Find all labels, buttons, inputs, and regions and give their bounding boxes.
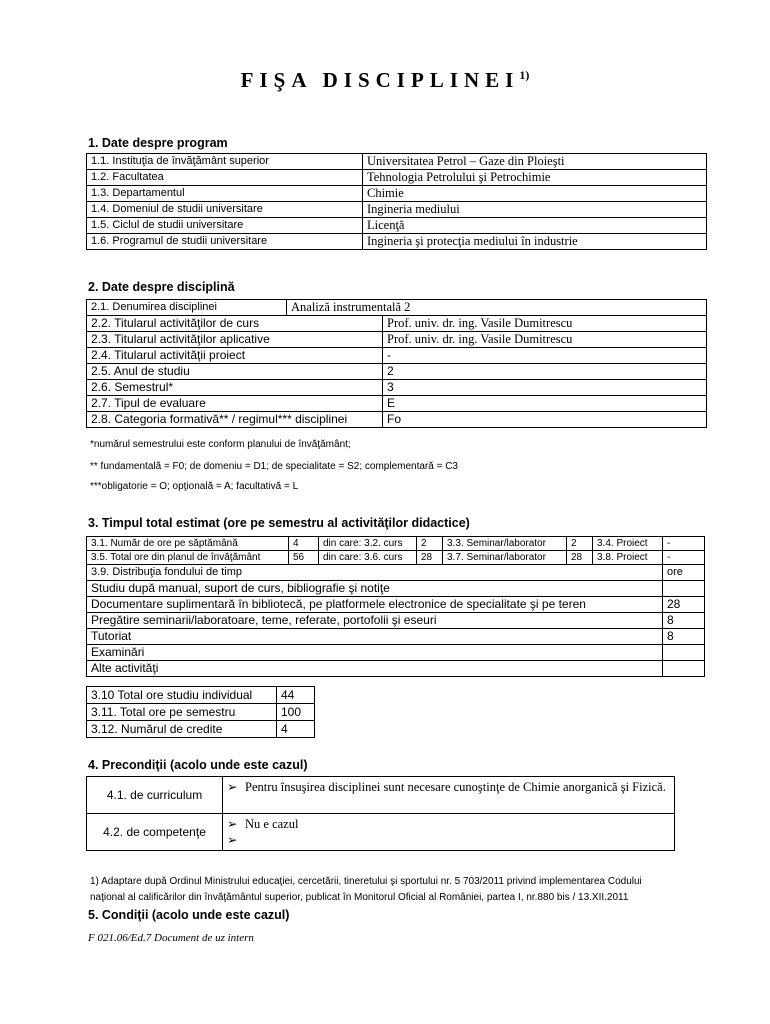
section-1-heading: 1. Date despre program [88,136,228,150]
note-regime: ***obligatorie = O; opţională = A; facultativă = L [90,481,299,492]
footnote-line: 1) Adaptare după Ordinul Ministrului educaţiei, cercetării, tineretului şi sportului nr. 5 703/2011 privind implementarea Codului [90,876,642,887]
footnote [90,874,642,906]
page-footer: F 021.06/Ed.7 Document de uz intern [88,932,254,944]
table-row: 2.2. Titularul activităţilor de curs Prof. univ. dr. ing. Vasile Dumitrescu [87,316,707,332]
section-3-heading: 3. Timpul total estimat (ore pe semestru al activităţilor didactice) [88,516,470,530]
arrow-bullet-icon: ➢ [227,817,238,831]
section-5-heading: 5. Condiţii (acolo unde este cazul) [88,908,290,922]
note-category: ** fundamentală = F0; de domeniu = D1; de specialitate = S2; complementară = C3 [90,461,458,472]
table-row: Alte activităţi [87,661,705,677]
totals-table [86,686,315,738]
table-row: 3.5. Total ore din planul de învăţământ 56 din care: 3.6. curs 28 3.7. Seminar/laborator 28 3.8. Proiect - [87,551,705,565]
table-row: 1.6. Programul de studii universitare Ingineria şi protecţia mediului în industrie [87,234,707,250]
arrow-bullet-icon: ➢ [227,833,238,847]
table-row: Studiu după manual, suport de curs, bibliografie şi notiţe [87,581,705,597]
table-row: Pregătire seminarii/laboratoare, teme, referate, portofolii şi eseuri 8 [87,613,705,629]
table-row: 3.9. Distribuţia fondului de timp ore [87,565,705,581]
table-row: 2.5. Anul de studiu 2 [87,364,707,380]
document-title [0,68,770,93]
table-row: 2.7. Tipul de evaluare E [87,396,707,412]
table-row: 1.4. Domeniul de studii universitare Ingineria mediului [87,202,707,218]
table-row: Documentare suplimentară în bibliotecă, pe platformele electronice de specialitate şi pe teren 28 [87,597,705,613]
footnote-line: naţional al calificărilor din învăţământul superior, publicat în Monitorul Oficial al României, partea I, nr.880 bis / 13.XII.2011 [90,892,629,903]
table-row: 2.6. Semestrul* 3 [87,380,707,396]
table-row: 1.5. Ciclul de studii universitare Licenţă [87,218,707,234]
title-text: FIŞA DISCIPLINEI [240,68,520,92]
title-footnote-mark: 1) [519,68,530,82]
table-row: 2.1. Denumirea disciplinei Analiză instrumentală 2 [87,300,707,316]
table-row: 3.1. Număr de ore pe săptămână 4 din care: 3.2. curs 2 3.3. Seminar/laborator 2 3.4. Proiect - [87,537,705,551]
table-row: 2.4. Titularul activităţii proiect - [87,348,707,364]
table-row: 1.1. Instituţia de învăţământ superior Universitatea Petrol – Gaze din Ploieşti [87,154,707,170]
table-row: 2.3. Titularul activităţilor aplicative Prof. univ. dr. ing. Vasile Dumitrescu [87,332,707,348]
table-row: 4.2. de competenţe ➢ Nu e cazul ➢ [87,814,675,851]
time-table [86,536,705,677]
table-row: 4.1. de curriculum ➢ Pentru însuşirea disciplinei sunt necesare cunoştinţe de Chimie anorganică şi Fizică. [87,777,675,814]
table-row: 3.10 Total ore studiu individual 44 [87,687,315,704]
preconditions-table [86,776,675,851]
table-row: 1.3. Departamentul Chimie [87,186,707,202]
program-table [86,153,707,250]
table-row: 3.12. Numărul de credite 4 [87,721,315,738]
precondition-item: Nu e cazul [245,817,299,831]
arrow-bullet-icon: ➢ [227,780,238,794]
note-semester: *numărul semestrului este conform planului de învăţământ; [90,439,351,450]
table-row: Tutoriat 8 [87,629,705,645]
table-row: 3.11. Total ore pe semestru 100 [87,704,315,721]
discipline-table [86,299,707,428]
table-row: 2.8. Categoria formativă** / regimul*** disciplinei Fo [87,412,707,428]
section-2-heading: 2. Date despre disciplină [88,280,235,294]
table-row: Examinări [87,645,705,661]
table-row: 1.2. Facultatea Tehnologia Petrolului şi Petrochimie [87,170,707,186]
precondition-item: Pentru însuşirea disciplinei sunt necesare cunoştinţe de Chimie anorganică şi Fizică. [245,780,666,794]
section-4-heading: 4. Precondiţii (acolo unde este cazul) [88,758,308,772]
